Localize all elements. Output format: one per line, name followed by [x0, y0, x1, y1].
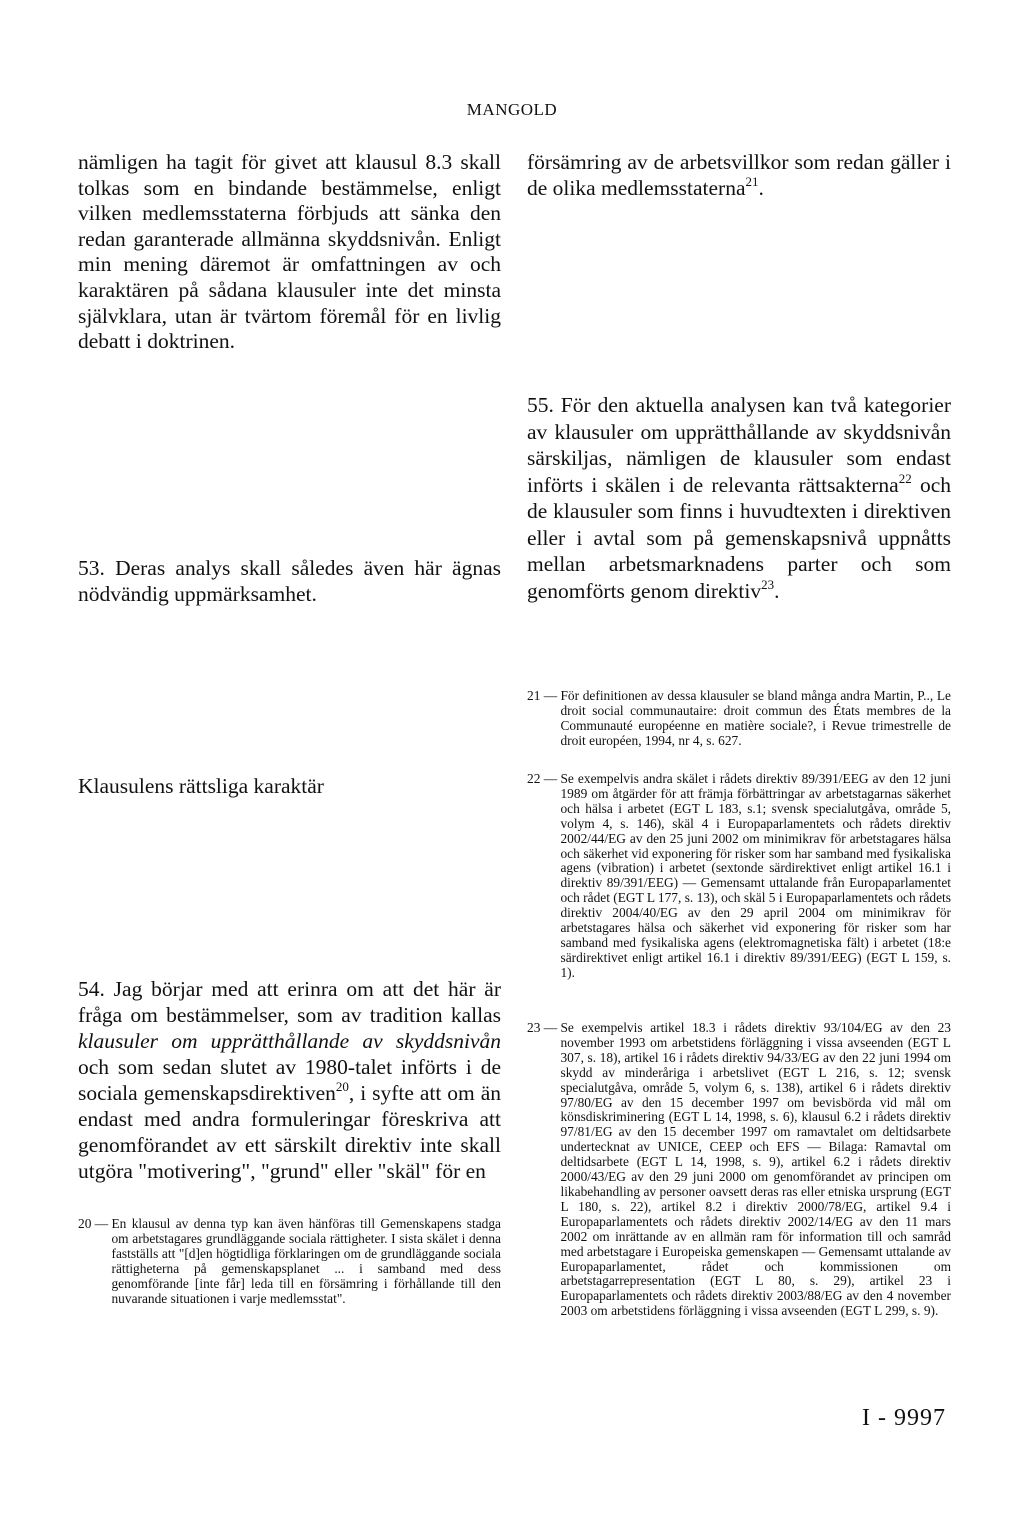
paragraph-continued-right [527, 150, 951, 201]
footnote-23 [527, 1021, 951, 1319]
footnote-number: 23 — [527, 1020, 561, 1035]
p54-text-a: 54. Jag börjar med att erinra om att det här är fråga om bestämmelser, som av tradition kallas [78, 977, 501, 1027]
footnote-number: 22 — [527, 771, 561, 786]
footnote-number: 20 — [78, 1216, 112, 1231]
paragraph-54 [78, 976, 501, 1184]
p54-emphasis: klausuler om upprätthållande av skyddsnivån [78, 1029, 501, 1053]
running-header: MANGOLD [466, 100, 558, 119]
paragraph-55 [527, 392, 951, 604]
footnote-21 [527, 689, 951, 749]
p55-text-b: och de klausuler som finns i huvudtexten i direktiven eller i avtal som på gemenskapsnivå uppnåtts mellan arbetsmarknadens parter och som genomförts genom direktiv [527, 472, 952, 603]
paragraph-continued: nämligen ha tagit för givet att klausul 8.3 skall tolkas som en bindande bestämmelse, enligt vilken medlemsstaterna förbjuds att sänka den redan garanterade allmänna skyddsnivån. Enligt min mening däremot är omfattningen av och karaktären på sådana klausuler inte det minsta självklara, utan är tvärtom föremål för en livlig debatt i doktrinen. [78, 150, 501, 354]
footnote-ref-23[interactable]: 23 [761, 576, 775, 592]
para-cont-text: försämring av de arbetsvillkor som redan gäller i de olika medlemsstaterna [527, 150, 951, 200]
footnote-text: Se exempelvis andra skälet i rådets direktiv 89/391/EEG av den 12 juni 1989 om åtgärder för att främja förbättringar av arbetstagarnas säkerhet och hälsa i arbetet (EGT L 183, s.1; svensk specialutgåva, område 5, volym 4, s. 146), skäl 4 i Europaparlamentets och rådets direktiv 2002/44/EG av den 25 juni 2002 om minimikrav för arbetstagares hälsa och säkerhet vid exponering för risker som har samband med fysikaliska agens (vibration) i arbetet (sextonde särdirektivet enligt artikel 16.1 i direktiv 89/391/EEG) — Gemensamt uttalande från Europaparlamentet och rådet (EGT L 177, s. 13), och skäl 5 i Europaparlamentets och rådets direktiv 2004/40/EG av den 29 april 2004 om minimikrav för arbetstagares hälsa och säkerhet vid exponering för risker som har samband med fysikaliska agens (elektromagnetiska fält) i arbetet (18:e särdirektivet enligt artikel 16.1 i direktiv 89/391/EEG) (EGT L 159, s. 1). [560, 771, 951, 980]
footnote-text: En klausul av denna typ kan även hänföras till Gemenskapens stadga om arbetstagares grundläggande sociala rättigheter. I sista skälet i denna fastställs att "[d]en högtidliga förklaringen om de grundläggande sociala rättigheterna på gemenskapsplanet ... i samband med dess genomförande [inte får] leda till en försämring i förhållande till den nuvarande situationen i varje medlemsstat". [111, 1216, 501, 1306]
footnote-text: Se exempelvis artikel 18.3 i rådets direktiv 93/104/EG av den 23 november 1993 om arbetstidens förläggning i vissa avseenden (EGT L 307, s. 18), artikel 16 i rådets direktiv 94/33/EG av den 22 juni 1994 om skydd av minderåriga i arbetslivet (EGT L 216, s. 12; svensk specialutgåva, område 5, volym 6, s. 138), artikel 6 i rådets direktiv 97/80/EG av den 15 december 1997 om bevisbörda vid mål om könsdiskriminering (EGT L 14, 1998, s. 6), klausul 6.2 i rådets direktiv 97/81/EG av den 15 december 1997 om ramavtalet om deltidsarbete undertecknat av UNICE, CEEP och EFS — Bilaga: Ramavtal om deltidsarbete (EGT L 14, 1998, s. 9), artikel 6.2 i rådets direktiv 2000/43/EG av den 29 juni 2000 om genomförandet av principen om likabehandling av personer oavsett deras ras eller etniska ursprung (EGT L 180, s. 22), artikel 8.2 i direktiv 2000/78/EG, artikel 9.4 i Europaparlamentets och rådets direktiv 2002/14/EG av den 11 mars 2002 om inrättande av en allmän ram för information till och samråd med arbetstagare i Europeiska gemenskapen — Gemensamt uttalande av Europaparlamentet, rådet och kommissionen om arbetstagarrepresentation (EGT L 80, s. 29), artikel 23 i Europaparlamentets och rådets direktiv 2003/88/EG av den 4 november 2003 om arbetstidens förläggning i vissa avseenden (EGT L 299, s. 9). [560, 1020, 951, 1319]
p55-text-c: . [774, 578, 780, 603]
footnote-ref-20[interactable]: 20 [335, 1079, 349, 1094]
para-cont-end: . [758, 175, 764, 200]
footnote-20 [78, 1217, 501, 1306]
footnote-ref-21[interactable]: 21 [745, 173, 759, 189]
footnote-number: 21 — [527, 688, 561, 703]
p55-text-a: 55. För den aktuella analysen kan två kategorier av klausuler om upprätthållande av skyddsnivån särskiljas, nämligen de klausuler som endast införts i skälen i de relevanta rättsakterna [527, 393, 951, 497]
footnote-ref-22[interactable]: 22 [898, 470, 912, 486]
page-number: I - 9997 [862, 1405, 946, 1431]
p54-text-c: och som sedan slutet av 1980-talet införts i de sociala gemenskapsdirektiven [78, 1055, 501, 1105]
section-heading: Klausulens rättsliga karaktär [78, 774, 324, 798]
footnote-22 [527, 772, 951, 981]
p54-text-d: , i syfte att om än endast med andra formuleringar föreskriva att genomförandet av ett särskilt direktiv inte skall utgöra "motivering", "grund" eller "skäl" för en [78, 1081, 501, 1183]
footnote-text: För definitionen av dessa klausuler se bland många andra Martin, P.., Le droit social communautaire: droit commun des États membres de la Communauté européenne en matière sociale?, i Revue trimestrelle de droit européen, 1994, nr 4, s. 627. [560, 688, 951, 748]
paragraph-53: 53. Deras analys skall således även här ägnas nödvändig uppmärksamhet. [78, 556, 501, 606]
